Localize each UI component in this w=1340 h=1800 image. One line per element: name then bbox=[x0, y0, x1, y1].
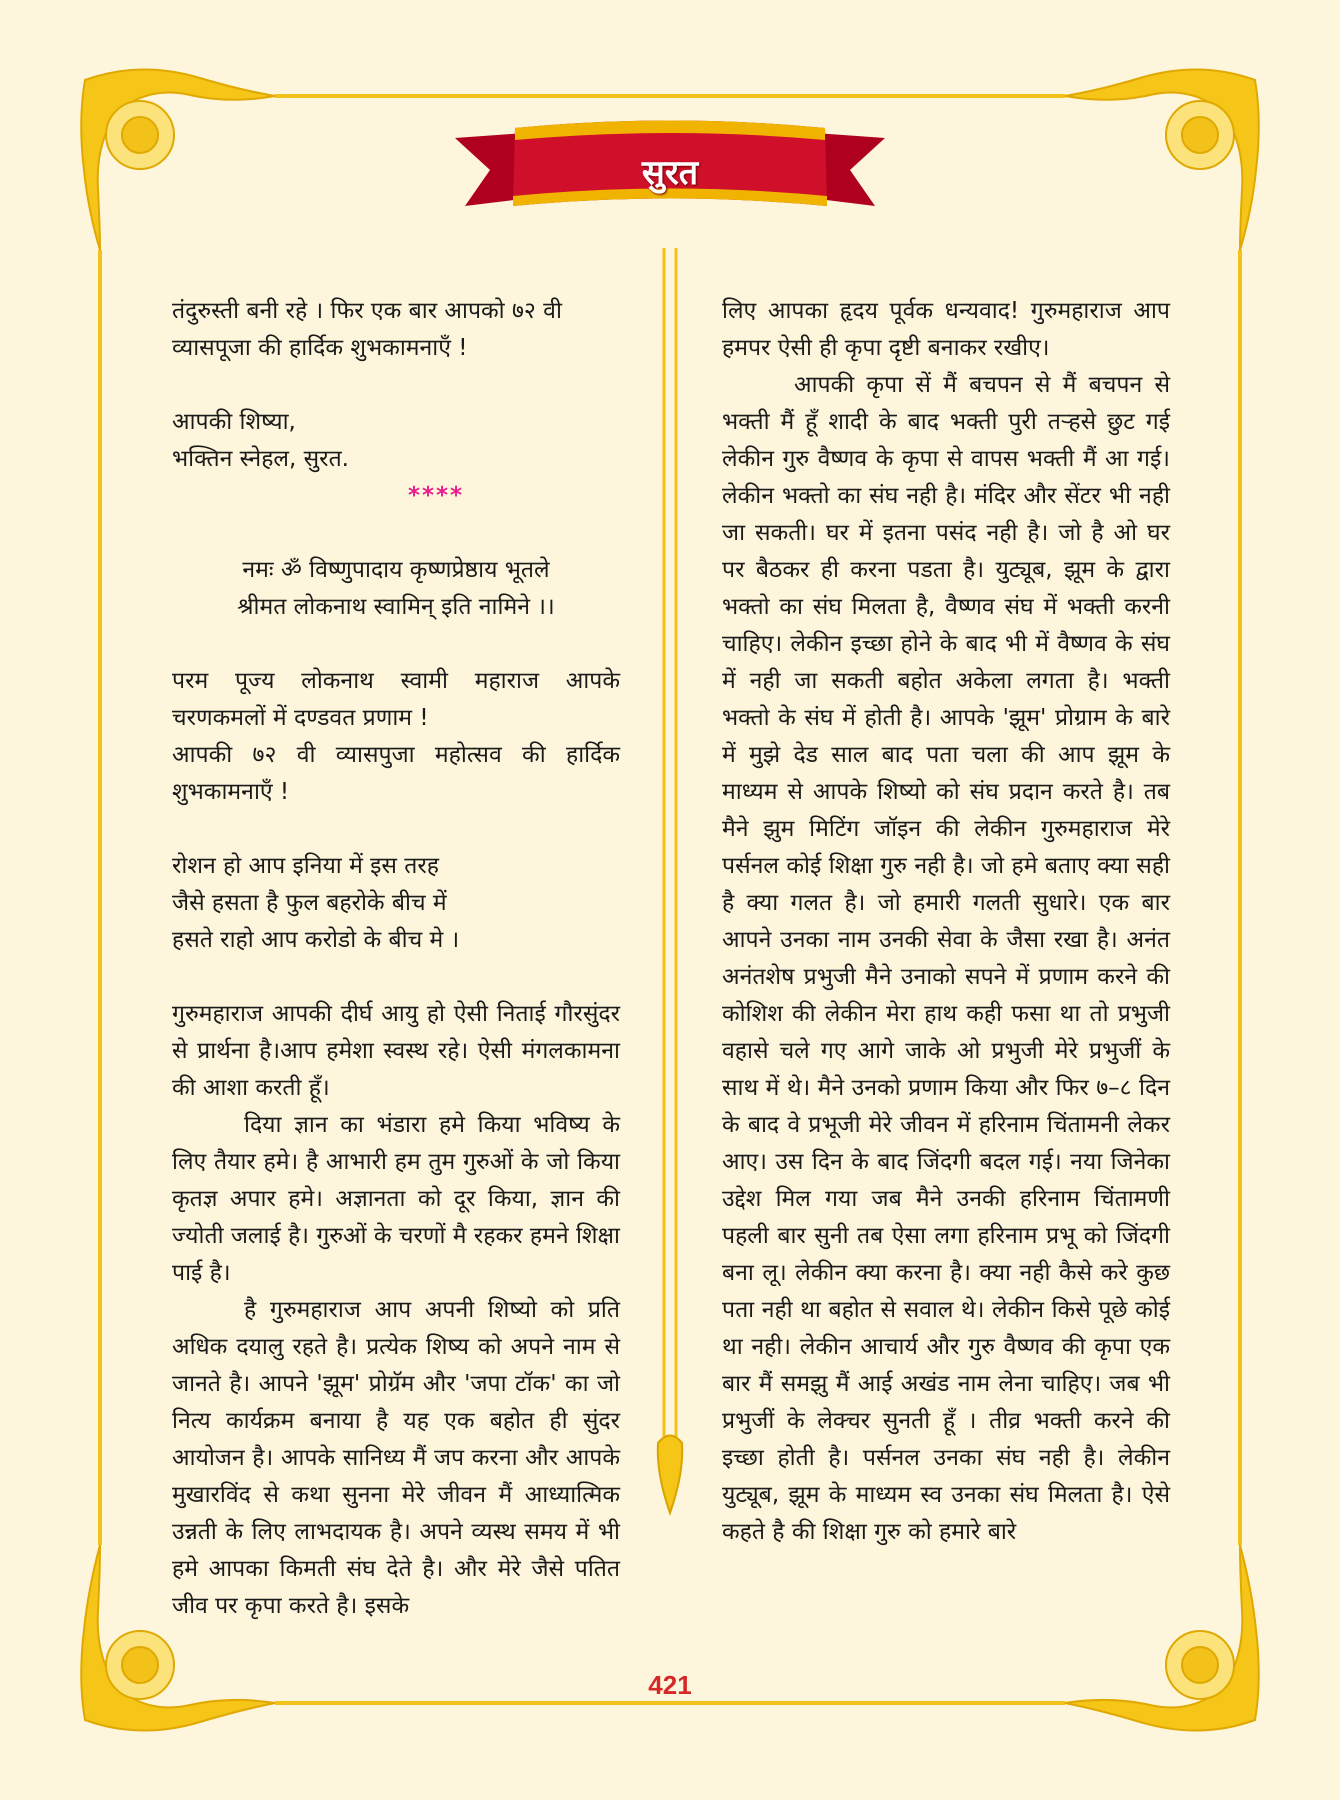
corner-ornament-bottom-right bbox=[1065, 1545, 1259, 1731]
paragraph: लिए आपका हृदय पूर्वक धन्यवाद! गुरुमहाराज आप हमपर ऐसी ही कृपा दृष्टी बनाकर रखीए। bbox=[722, 298, 1170, 361]
corner-ornament-top-right bbox=[1065, 69, 1259, 250]
header-ribbon bbox=[455, 118, 885, 228]
paragraph: गुरुमहाराज आपकी दीर्घ आयु हो ऐसी निताई गौरसुंदर से प्रार्थना है।आप हमेशा स्वस्थ रहे। ऐसी मंगलकामना की आशा करती हूँ। bbox=[172, 1001, 620, 1101]
paragraph: परम पूज्य लोकनाथ स्वामी महाराज आपके चरणकमलों में दण्डवत प्रणाम ! bbox=[172, 668, 620, 731]
column-divider bbox=[650, 248, 690, 1588]
paragraph: है गुरुमहाराज आप अपनी शिष्यो को प्रति अधिक दयालु रहते है। प्रत्येक शिष्य को अपने नाम से जानते है। आपने 'झूम' प्रोग्रॅम और 'जपा टॉक' का जो नित्य कार्यक्रम बनाया है यह एक बहोत ही सुंदर आयोजन है। आपके सानिध्य मैं जप करना और आपके मुखारविंद से कथा सुनना मेरे जीवन मैं आध्यात्मिक उन्नती के लिए लाभदायक है। अपने व्यस्थ समय में भी हमे आपका किमती संघ देते है। और मेरे जैसे पतित जीव पर कृपा करते है। इसके bbox=[172, 1297, 620, 1619]
text-line: तंदुरुस्ती बनी रहे । फिर एक बार आपको ७२ वी व्यासपूजा की हार्दिक शुभकामनाएँ ! bbox=[172, 298, 562, 361]
signature: आपकी शिष्या, भक्तिन स्नेहल, सुरत. bbox=[172, 409, 349, 472]
page-title: सुरत bbox=[641, 153, 699, 193]
paragraph: दिया ज्ञान का भंडारा हमे किया भविष्य के लिए तैयार हमे। है आभारी हम तुम गुरुओं के जो किया कृतज्ञ अपार हमे। अज्ञानता को दूर किया, ज्ञान की ज्योती जलाई है। गुरुओं के चरणों मै रहकर हमने शिक्षा पाई है। bbox=[172, 1112, 620, 1286]
corner-ornament-top-left bbox=[81, 69, 275, 250]
mantra: नमः ॐ विष्णुपादाय कृष्णप्रेष्ठाय भूतले श्रीमत लोकनाथ स्वामिन् इति नामिने ।। bbox=[237, 557, 555, 620]
right-column bbox=[722, 293, 1170, 1551]
paragraph: आपकी कृपा सें मैं बचपन से मैं बचपन से भक्ती मैं हूँ शादी के बाद भक्ती पुरी तऱ्हसे छुट गई लेकीन गुरु वैष्णव के कृपा से वापस भक्ती मैं आ गई। लेकीन भक्तो का संघ नही है। मंदिर और सेंटर भी नही जा सकती। घर में इतना पसंद नही है। जो है ओ घर पर बैठकर ही करना पडता है। युट्यूब, झूम के द्वारा भक्तो का संघ मिलता है, वैष्णव संघ में भक्ती करनी चाहिए। लेकीन इच्छा होने के बाद भी में वैष्णव के संघ में नही जा सकती बहोत अकेला लगता है। भक्ती भक्तो के संघ में होती है। आपके 'झूम' प्रोग्राम के बारे में मुझे देड साल बाद पता चला की आप झूम के माध्यम से आपके शिष्यो को संघ प्रदान करते है। तब मैने झुम मिटिंग जॉइन की लेकीन गुरुमहाराज मेरे पर्सनल कोई शिक्षा गुरु नही है। जो हमे बताए क्या सही है क्या गलत है। जो हमारी गलती सुधारे। एक बार आपने उनका नाम उनकी सेवा के जैसा रखा है। अनंत अनंतशेष प्रभुजी मैने उनाको सपने में प्रणाम करने की कोशिश की लेकीन मेरा हाथ कही फसा था तो प्रभुजी वहासे चले गए आगे जाके ओ प्रभुजी मेरे प्रभुजीं के साथ में थे। मैने उनको प्रणाम किया और फिर ७–८ दिन के बाद वे प्रभूजी मेरे जीवन में हरिनाम चिंतामनी लेकर आए। उस दिन के बाद जिंदगी बदल गई। नया जिनेका उद्देश मिल गया जब मैने उनकी हरिनाम चिंतामणी पहली बार सुनी तब ऐसा लगा हरिनाम प्रभू को जिंदगी बना लू। लेकीन क्या करना है। क्या नही कैसे करे कुछ पता नही था बहोत से सवाल थे। लेकीन किसे पूछे कोई था नही। लेकीन आचार्य और गुरु वैष्णव की कृपा एक बार मैं समझु मैं आई अखंड नाम लेना चाहिए। जब भी प्रभुजीं के लेक्चर सुनती हूँ । तीव्र भक्ती करने की इच्छा होती है। पर्सनल उनका संघ नही है। लेकीन युट्यूब, झूम के माध्यम स्व उनका संघ मिलता है। ऐसे कहते है की शिक्षा गुरु को हमारे बारे bbox=[722, 372, 1170, 1545]
page-number: 421 bbox=[648, 1670, 692, 1700]
paragraph: आपकी ७२ वी व्यासपुजा महोत्सव की हार्दिक शुभकामनाएँ ! bbox=[172, 742, 620, 805]
left-column bbox=[172, 293, 620, 1625]
poem: रोशन हो आप इनिया में इस तरह जैसे हसता है फुल बहरोके बीच में हसते राहो आप करोडो के बीच मे । bbox=[172, 853, 460, 953]
separator-stars: **** bbox=[407, 483, 465, 509]
